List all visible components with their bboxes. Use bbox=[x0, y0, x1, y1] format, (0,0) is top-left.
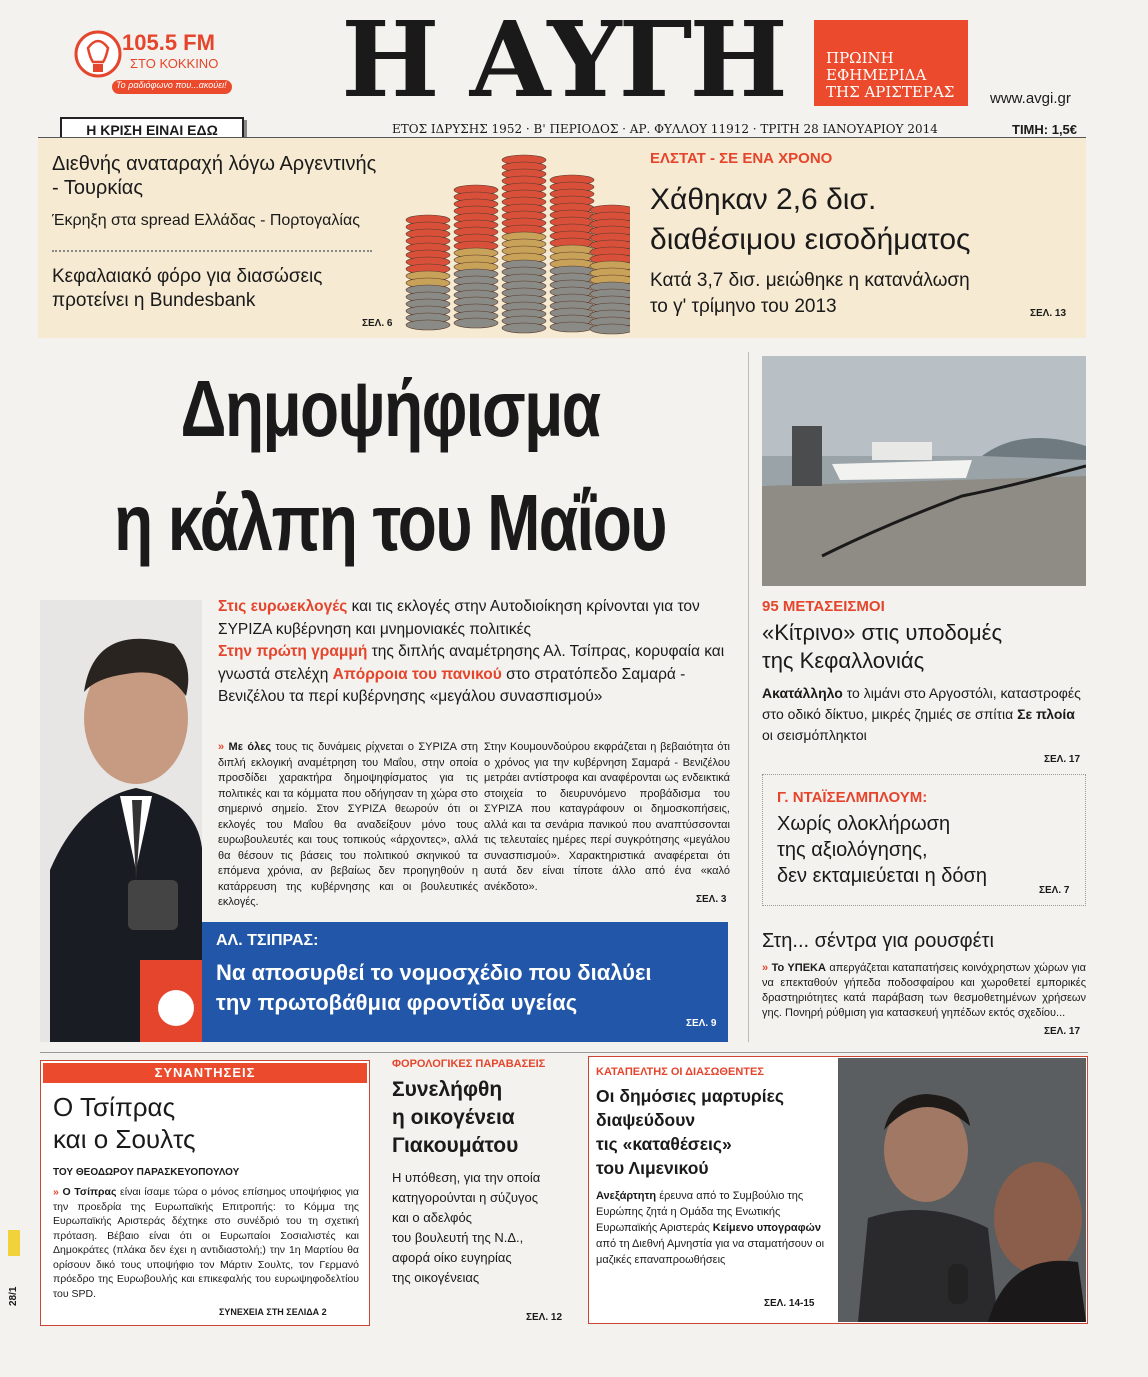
coin bbox=[550, 322, 594, 332]
radio-logo[interactable] bbox=[64, 22, 244, 100]
headline-argentina-turkey[interactable]: Διεθνής αναταραχή λόγω Αργεντινής - Τουρκίας bbox=[52, 153, 377, 199]
date-strip-color bbox=[8, 1230, 20, 1256]
elstat-subhead bbox=[650, 268, 970, 320]
quake-body-bold-2: Σε πλοία bbox=[1017, 706, 1075, 722]
centre-body-bold: Το ΥΠΕΚΑ bbox=[771, 962, 826, 974]
chevron-icon: » bbox=[762, 962, 769, 974]
lead-headline-line-2: η κάλπη του Μαΐου bbox=[114, 478, 666, 567]
quake-headline-line-2: της Κεφαλλονιάς bbox=[762, 648, 925, 673]
quake-body-text-1: το λιμάνι στο Αργοστόλι, καταστροφές στο οδικό δίκτυο, μικρές ζημιές σε σπίτια bbox=[762, 685, 1081, 722]
date-strip-text: 28/1 bbox=[8, 1286, 19, 1306]
page-ref-7: ΣΕΛ. 7 bbox=[1039, 885, 1070, 896]
rescuers-headline-line-3: τις «καταθέσεις» bbox=[596, 1134, 732, 1154]
synanteseis-body bbox=[53, 1185, 359, 1301]
centre-body-text: απεργάζεται καταπατήσεις κοινόχρηστων χώρων για να επεκταθούν γήπεδα ποδοσφαίρου και χωροθετεί εμπορικές δραστηριότητες κατά παράβαση των θεσμοθετημένων χρήσεων γης. Πονηρή ρύθμιση για κατασκευή γηπέδων εκτός σχεδίου... bbox=[762, 962, 1086, 1019]
coin bbox=[454, 318, 498, 328]
tax-story[interactable] bbox=[392, 1058, 582, 1288]
lead-intro-2-highlight: Στην πρώτη γραμμή bbox=[218, 643, 368, 660]
page-ref-12: ΣΕΛ. 12 bbox=[526, 1312, 563, 1323]
rescuers-headline-line-2: διαψεύδουν bbox=[596, 1110, 696, 1130]
lead-intro-3-highlight: Απόρροια του πανικού bbox=[332, 665, 502, 683]
tagline-line-1: ΠΡΩΙΝΗ bbox=[826, 49, 894, 67]
dijsselbloem-headline-line-2: της αξιολόγησης, bbox=[777, 839, 928, 861]
centre-body bbox=[762, 961, 1086, 1021]
rescuers-body-text-2: από τη Διεθνή Αμνηστία για να σταματήσουν οι μαζικές επαναπροωθήσεις bbox=[596, 1238, 825, 1266]
synanteseis-tag: ΣΥΝΑΝΤΗΣΕΙΣ bbox=[43, 1063, 367, 1083]
protest-photo bbox=[838, 1058, 1086, 1322]
page-ref-17b: ΣΕΛ. 17 bbox=[1044, 1026, 1081, 1037]
newspaper-title[interactable]: Η ΑΥΓΗ bbox=[341, 0, 785, 121]
page-ref-3: ΣΕΛ. 3 bbox=[696, 894, 727, 905]
tax-headline bbox=[392, 1076, 582, 1160]
radio-frequency: 105.5 FM bbox=[122, 30, 215, 55]
rescuers-body-bold-2: Κείμενο υπογραφών bbox=[712, 1222, 821, 1234]
rescuers-body bbox=[596, 1188, 832, 1268]
tax-body-line-3: και ο αδελφός bbox=[392, 1210, 472, 1225]
lead-intro-1-text: και τις εκλογές στην Αυτοδιοίκηση κρίνονται για τον ΣΥΡΙΖΑ κυβέρνηση και μνημονιακές πολιτικές bbox=[218, 598, 700, 638]
bottom-separator bbox=[40, 1052, 1088, 1053]
elstat-headline-line-2: διαθέσιμου εισοδήματος bbox=[650, 223, 971, 256]
synanteseis-box[interactable] bbox=[40, 1060, 370, 1326]
tagline-line-3: ΤΗΣ ΑΡΙΣΤΕΡΑΣ bbox=[826, 83, 955, 101]
rescuers-headline-line-1: Οι δημόσιες μαρτυρίες bbox=[596, 1086, 785, 1106]
tax-headline-line-1: Συνελήφθη bbox=[392, 1078, 503, 1101]
quake-headline-line-1: «Κίτρινο» στις υποδομές bbox=[762, 620, 1003, 645]
coin-stacks-image bbox=[398, 150, 630, 336]
chevron-icon: » bbox=[53, 1186, 59, 1198]
tax-body-line-6: της οικογένειας bbox=[392, 1270, 480, 1285]
spread-subhead: Έκρηξη στα spread Ελλάδας - Πορτογαλίας bbox=[52, 212, 360, 229]
blue-box-headline-line-2: την πρωτοβάθμια φροντίδα υγείας bbox=[216, 990, 578, 1015]
tax-tag: ΦΟΡΟΛΟΓΙΚΕΣ ΠΑΡΑΒΑΣΕΙΣ bbox=[392, 1058, 546, 1070]
page-ref-9: ΣΕΛ. 9 bbox=[686, 1018, 717, 1029]
lead-intro-3-text: στο στρατόπεδο Σαμαρά - Βενιζέλου τα περί κυβέρνησης «μεγάλου συνασπισμού» bbox=[218, 665, 686, 705]
elstat-tag: ΕΛΣΤΑΤ - ΣΕ ΕΝΑ ΧΡΟΝΟ bbox=[650, 150, 833, 167]
page-ref-13: ΣΕΛ. 13 bbox=[1030, 308, 1067, 319]
headline-bundesbank[interactable]: Κεφαλαιακό φόρο για διασώσεις προτείνει η Bundesbank bbox=[52, 266, 323, 311]
website-link[interactable]: www.avgi.gr bbox=[990, 90, 1071, 107]
lead-headline-line-1: Δημοψήφισμα bbox=[180, 364, 600, 453]
rescuers-headline-line-4: του Λιμενικού bbox=[596, 1158, 709, 1178]
tax-body-line-5: αφορά οίκο ευγηρίας bbox=[392, 1250, 512, 1265]
page-ref-6: ΣΕΛ. 6 bbox=[362, 318, 393, 329]
dijsselbloem-story[interactable] bbox=[762, 774, 1086, 906]
blue-box-tag: ΑΛ. ΤΣΙΠΡΑΣ: bbox=[216, 932, 319, 949]
quake-headline bbox=[762, 619, 1086, 675]
dijsselbloem-headline-line-3: δεν εκταμιεύεται η δόση bbox=[777, 865, 988, 887]
page-ref-14-15: ΣΕΛ. 14-15 bbox=[764, 1298, 815, 1309]
dijsselbloem-headline-line-1: Χωρίς ολοκλήρωση bbox=[777, 813, 951, 835]
dijsselbloem-headline bbox=[777, 811, 987, 889]
synanteseis-byline: ΤΟΥ ΘΕΟΔΩΡΟΥ ΠΑΡΑΣΚΕΥΟΠΟΥΛΟΥ bbox=[53, 1167, 240, 1178]
tsipras-photo bbox=[40, 600, 202, 1042]
date-strip bbox=[8, 1230, 20, 1360]
quake-story[interactable] bbox=[762, 598, 1086, 746]
lead-intro-2 bbox=[218, 641, 736, 709]
centre-headline: Στη... σέντρα για ρουσφέτι bbox=[762, 930, 994, 952]
elstat-headline[interactable] bbox=[650, 180, 970, 260]
tax-body-line-1: Η υπόθεση, για την οποία bbox=[392, 1170, 541, 1185]
coin bbox=[502, 323, 546, 333]
lead-intro-1-highlight: Στις ευρωεκλογές bbox=[218, 598, 348, 615]
rescuers-story[interactable] bbox=[596, 1066, 832, 1268]
dijsselbloem-tag: Γ. ΝΤΑΪΣΕΛΜΠΛΟΥΜ: bbox=[777, 789, 928, 806]
tax-body-line-2: κατηγορούνται η σύζυγος bbox=[392, 1190, 538, 1205]
synanteseis-headline-line-2: και ο Σουλτς bbox=[53, 1124, 196, 1154]
chevron-icon: » bbox=[218, 741, 225, 753]
tax-headline-line-3: Γιακουμάτου bbox=[392, 1134, 519, 1157]
synanteseis-body-text: είναι ίσαμε τώρα ο μόνος επίσημος υποψήφιος για την προεδρία της Ευρωπαϊκής Επιτροπής: το Κόμμα της Ευρωπαϊκής Αριστεράς δέχτηκε στο συνέδριό του τη σχετική πρόταση. Βέβαιο είναι ότι οι Ευρωπαίοι Σοσιαλιστές και Δημοκράτες (πλάκα δεν έχει η αντιδιαστολή;) την 1η Μαρτίου θα ορίσουν δικό τους υποψήφιο τον Μάρτιν Σουλτς, τον Γερμανό πρόεδρο της Ευρωβουλής και επικεφαλής του ευρωψηφοδελτίου του SPD. bbox=[53, 1186, 359, 1300]
tax-body bbox=[392, 1168, 582, 1288]
radio-slogan: Το ραδιόφωνο που...ακούει! bbox=[116, 80, 227, 90]
ferry-photo bbox=[762, 356, 1086, 586]
elstat-subhead-line-2: το γ' τρίμηνο του 2013 bbox=[650, 296, 837, 317]
rescuers-tag: ΚΑΤΑΠΕΛΤΗΣ ΟΙ ΔΙΑΣΩΘΕΝΤΕΣ bbox=[596, 1066, 764, 1078]
tsipras-blue-box[interactable] bbox=[202, 922, 728, 1042]
rescuers-body-text-1: έρευνα από το Συμβούλιο της Ευρώπης ζητά η Ομάδα της Ενωτικής Ευρωπαϊκής Αριστεράς bbox=[596, 1190, 804, 1234]
coin bbox=[406, 320, 450, 330]
crisis-label[interactable]: Η ΚΡΙΣΗ ΕΙΝΑΙ ΕΔΩ bbox=[60, 117, 244, 143]
lead-column-2: Στην Κουμουνδούρου εκφράζεται η βεβαιότητα ότι ο χρόνος για την κυβέρνηση Σαμαρά - Βενιζέλου μετράει αντίστροφα και αναφέρονται ως ενδεικτικά στοιχεία το διευρυνόμενο προβάδισμα του ΣΥΡΙΖΑ που καταγράφουν οι δημοσκοπήσεις, αλλά και τα σενάρια πανικού που αναπτύσσονται τις τελευταίες ημέρες περί συγκρότησης «μεγάλου συνασπισμού». Χαρακτηριστικά αναφέρεται ότι αυτά δεν είναι τίποτε άλλο από ένα «καλό ανέκδοτο». bbox=[484, 741, 730, 893]
synanteseis-body-bold: Ο Τσίπρας bbox=[62, 1186, 117, 1198]
synanteseis-headline-line-1: Ο Τσίπρας bbox=[53, 1092, 176, 1122]
lead-intro bbox=[218, 596, 736, 709]
tax-body-line-4: του βουλευτή της Ν.Δ., bbox=[392, 1230, 524, 1245]
lead-headline[interactable] bbox=[110, 352, 670, 580]
lead-intro-1 bbox=[218, 596, 736, 641]
column-divider bbox=[748, 352, 749, 1042]
blue-box-headline bbox=[216, 958, 652, 1018]
tax-headline-line-2: η οικογένεια bbox=[392, 1106, 515, 1129]
tagline-line-2: ΕΦΗΜΕΡΙΔΑ bbox=[826, 66, 927, 84]
radio-name: ΣΤΟ ΚΟΚΚΙΝΟ bbox=[130, 56, 219, 71]
elstat-headline-line-1: Χάθηκαν 2,6 δισ. bbox=[650, 183, 877, 216]
lead-intro-2-text: της διπλής αναμέτρησης Αλ. Τσίπρας, κορυφαία και γνωστά στελέχη bbox=[218, 643, 725, 683]
lead-column-1 bbox=[218, 740, 478, 911]
quake-body-bold-1: Ακατάλληλο bbox=[762, 685, 843, 701]
tagline-box bbox=[814, 20, 968, 106]
quake-body bbox=[762, 683, 1086, 746]
issue-line: ΕΤΟΣ ΙΔΡΥΣΗΣ 1952 · Β' ΠΕΡΙΟΔΟΣ · ΑΡ. ΦΥΛΛΟΥ 11912 · ΤΡΙΤΗ 28 ΙΑΝΟΥΑΡΙΟΥ 2014 bbox=[392, 122, 938, 136]
lead-column-1-bold: Με όλες bbox=[228, 741, 272, 753]
elstat-subhead-line-1: Κατά 3,7 δισ. μειώθηκε η κατανάλωση bbox=[650, 270, 970, 291]
page-ref-17a: ΣΕΛ. 17 bbox=[1044, 754, 1081, 765]
quake-body-text-2: οι σεισμόπληκτοι bbox=[762, 727, 867, 743]
dotted-divider bbox=[52, 250, 372, 252]
synanteseis-headline bbox=[53, 1091, 196, 1155]
coin bbox=[590, 324, 630, 334]
rescuers-body-bold-1: Ανεξάρτητη bbox=[596, 1190, 657, 1202]
quake-tag: 95 ΜΕΤΑΣΕΙΣΜΟΙ bbox=[762, 598, 885, 615]
blue-box-headline-line-1: Να αποσυρθεί το νομοσχέδιο που διαλύει bbox=[216, 960, 652, 985]
price-label: ΤΙΜΗ: 1,5€ bbox=[1012, 122, 1078, 137]
rescuers-headline bbox=[596, 1084, 832, 1180]
lead-column-1-text: τους τις δυνάμεις ρίχνεται ο ΣΥΡΙΖΑ στη διπλή εκλογική αναμέτρηση του Μαΐου, στην οποία προσδίδει χαρακτήρα δημοψηφίσματος για τις πολιτικές και τα κόμματα που οδήγησαν τη χώρα στο σημερινό σημείο. Στον ΣΥΡΙΖΑ θεωρούν ότι οι εκλογές του Μαΐου θα αναδείξουν μόνο τους ευρωβουλευτές και τους τοπικούς «άρχοντες», αλλά θα θέσουν τις βάσεις του πολιτικού σκηνικού τα επόμενα χρόνια, αν βεβαίως δεν προηγηθούν η κατάρρευση της κυβέρνησης και οι βουλευτικές εκλογές. bbox=[218, 741, 479, 908]
synanteseis-continuation[interactable]: ΣΥΝΕΧΕΙΑ ΣΤΗ ΣΕΛΙΔΑ 2 bbox=[219, 1307, 327, 1317]
centre-story[interactable] bbox=[762, 930, 1086, 1021]
